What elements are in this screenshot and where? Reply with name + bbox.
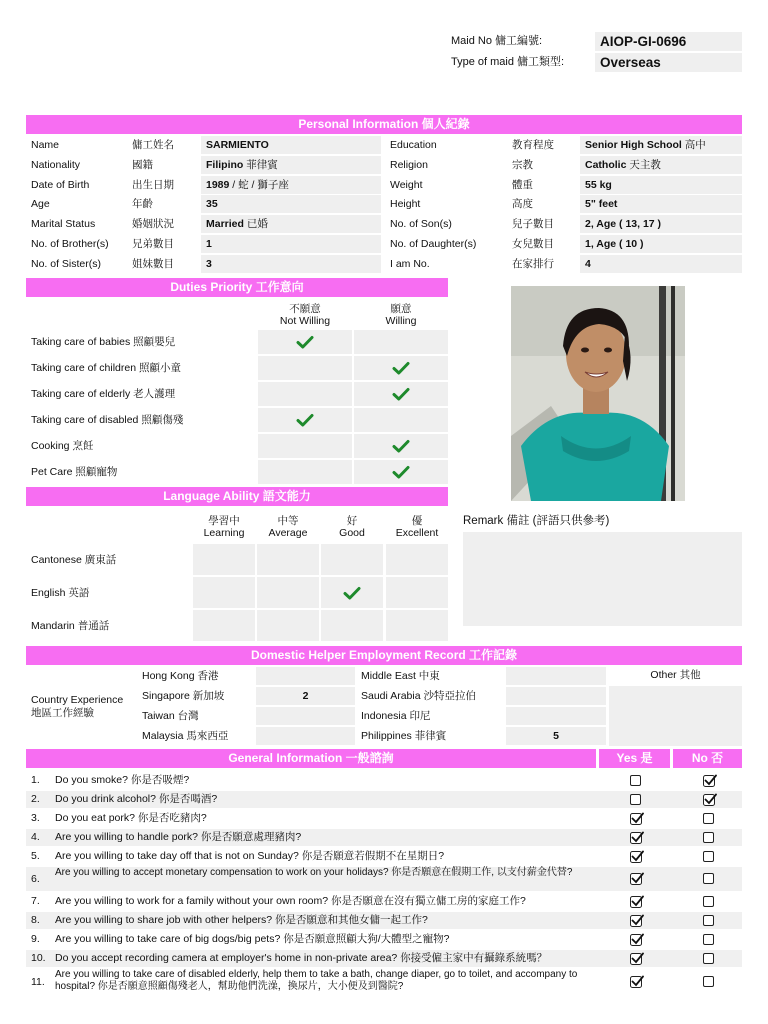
- personal-value: [585, 198, 617, 211]
- duty-not-willing-cell: [258, 382, 352, 406]
- duty-willing-cell: [354, 408, 448, 432]
- country-experience-zh: 地區工作經驗: [31, 707, 94, 719]
- remark-label: Remark 備註 (評語只供參考): [463, 515, 610, 527]
- general-question: Are you willing to work for a family without your own room? 你是否願意在沒有獨立傭工房的家庭工作?: [55, 895, 526, 907]
- personal-label-zh: 傭工姓名: [132, 139, 174, 151]
- general-row-number: 4.: [31, 831, 40, 843]
- duty-not-willing-cell: [258, 434, 352, 458]
- duty-label: Pet Care 照顧寵物: [31, 466, 118, 478]
- personal-value-suffix: / 蛇 / 獅子座: [229, 178, 289, 191]
- language-level-cell: [257, 610, 319, 641]
- personal-value: [585, 159, 661, 172]
- personal-label-en: No. of Sister(s): [31, 257, 102, 270]
- duty-check-icon: [392, 387, 410, 401]
- willing-heading: [354, 303, 448, 327]
- personal-value: [585, 179, 612, 192]
- personal-label-en: Name: [31, 139, 60, 151]
- general-question: Do you accept recording camera at employer's home in non-private area? 你接受僱主家中有攝錄系統嗎？: [55, 952, 548, 964]
- personal-label-zh: 高度: [512, 198, 533, 211]
- general-question: Are you willing to take day off that is not on Sunday? 你是否願意若假期不在星期日?: [55, 850, 445, 862]
- yes-empty-box-icon: [630, 794, 641, 805]
- personal-label-en: Religion: [390, 158, 428, 171]
- personal-label-en: Marital Status: [31, 218, 96, 231]
- language-level-heading: [321, 515, 383, 539]
- personal-label-zh: 兄弟數目: [132, 238, 174, 250]
- language-check-icon: [343, 586, 361, 600]
- personal-value: [206, 159, 278, 172]
- duty-label: Taking care of disabled 照顧傷殘: [31, 414, 184, 426]
- language-level-zh: 學習中: [208, 515, 240, 527]
- personal-label-zh: 兒子數目: [512, 218, 554, 231]
- personal-value-cell: [201, 235, 381, 253]
- personal-value-main: 1989: [206, 178, 230, 191]
- country-name: Singapore 新加坡: [142, 690, 225, 702]
- personal-value-main: 1: [206, 238, 212, 250]
- country-value: 5: [553, 730, 559, 742]
- no-empty-box-icon: [703, 896, 714, 907]
- personal-value-main: Catholic: [585, 158, 627, 171]
- general-question: Do you eat pork? 你是否吃豬肉?: [55, 812, 207, 824]
- personal-label-zh: 姐妹數目: [132, 257, 174, 270]
- language-level-heading: [386, 515, 448, 539]
- country-value-cell: [506, 667, 606, 685]
- personal-value: [585, 139, 706, 152]
- maid-type-value: Overseas: [600, 55, 661, 70]
- personal-value: [206, 258, 212, 271]
- general-row-number: 9.: [31, 933, 40, 945]
- personal-value: [206, 139, 269, 152]
- personal-label-en: Age: [31, 198, 50, 211]
- other-value-cell: [609, 686, 742, 746]
- no-empty-box-icon: [703, 915, 714, 926]
- not-willing-zh: 不願意: [289, 303, 321, 315]
- yes-checked-box-icon: [630, 975, 644, 988]
- personal-info-header: Personal Information 個人紀錄: [26, 115, 742, 134]
- maid-type-label: Type of maid 傭工類型:: [451, 56, 565, 68]
- personal-label-en: I am No.: [390, 257, 430, 270]
- general-row-number: 7.: [31, 895, 40, 907]
- willing-zh: 願意: [390, 303, 412, 315]
- general-row-number: 8.: [31, 914, 40, 926]
- language-header: Language Ability 語文能力: [26, 487, 448, 506]
- personal-label-zh: 教育程度: [512, 139, 554, 151]
- language-level-cell: [386, 577, 448, 608]
- personal-value-main: Married: [206, 218, 244, 231]
- duty-check-icon: [392, 361, 410, 375]
- language-level-cell: [257, 577, 319, 608]
- personal-value: [206, 198, 218, 211]
- language-level-en: Average: [268, 527, 308, 539]
- personal-label-zh: 在家排行: [512, 257, 554, 270]
- general-row-number: 11.: [31, 975, 45, 988]
- general-row-number: 2.: [31, 793, 40, 805]
- no-empty-box-icon: [703, 873, 714, 884]
- personal-value-main: 55 kg: [585, 178, 612, 191]
- personal-value: [206, 218, 268, 231]
- personal-value: [206, 238, 212, 251]
- yes-checked-box-icon: [630, 812, 644, 825]
- personal-value-suffix: 菲律賓: [243, 158, 278, 171]
- duty-check-icon: [392, 465, 410, 479]
- yes-checked-box-icon: [630, 914, 644, 927]
- maid-no-label: Maid No 傭工編號:: [451, 35, 543, 47]
- personal-label-en: No. of Son(s): [390, 218, 452, 231]
- personal-value-main: Filipino: [206, 158, 244, 171]
- country-name: Hong Kong 香港: [142, 670, 219, 682]
- personal-label-en: Height: [390, 198, 421, 211]
- personal-label-zh: 年齡: [132, 198, 153, 211]
- personal-label-en: Nationality: [31, 158, 81, 171]
- yes-checked-box-icon: [630, 850, 644, 863]
- country-name: Middle East 中東: [361, 670, 440, 682]
- personal-label-zh: 國籍: [132, 158, 153, 171]
- duty-check-icon: [392, 439, 410, 453]
- duty-check-icon: [296, 413, 314, 427]
- no-checked-box-icon: [703, 774, 717, 787]
- country-value-cell: [506, 707, 606, 725]
- country-name: Philippines 菲律賓: [361, 730, 447, 742]
- no-checked-box-icon: [703, 793, 717, 806]
- general-row-number: 6.: [31, 872, 40, 885]
- language-level-en: Good: [339, 527, 365, 539]
- personal-value-suffix: 已婚: [243, 218, 268, 231]
- country-name: Taiwan 台灣: [142, 710, 199, 722]
- country-value-cell: [256, 727, 355, 745]
- personal-value-cell: [201, 255, 381, 273]
- language-level-cell: [193, 544, 255, 575]
- personal-label-zh: 宗教: [512, 158, 533, 171]
- general-row-number: 3.: [31, 812, 40, 824]
- general-question: Are you willing to share job with other helpers? 你是否願意和其他女傭一起工作?: [55, 914, 428, 926]
- general-question: Are you willing to accept monetary compensation to work on your holidays? 你是否願意在假期工作, 以支付薪金代替?: [55, 867, 573, 878]
- duty-not-willing-cell: [258, 460, 352, 484]
- language-level-zh: 優: [411, 515, 423, 527]
- personal-value-suffix: 天主教: [626, 158, 661, 171]
- maid-photo: [511, 286, 685, 501]
- language-level-cell: [321, 610, 383, 641]
- general-question: Are you willing to handle pork? 你是否願意處理豬肉?: [55, 831, 302, 843]
- language-level-zh: 好: [346, 515, 358, 527]
- duty-label: Taking care of elderly 老人護理: [31, 388, 176, 400]
- no-empty-box-icon: [703, 832, 714, 843]
- personal-value-suffix: 高中: [681, 139, 706, 151]
- not-willing-en: Not Willing: [279, 315, 331, 327]
- personal-value-main: Senior High School: [585, 139, 682, 151]
- personal-value-main: 5" feet: [585, 198, 618, 211]
- general-question: Do you drink alcohol? 你是否喝酒?: [55, 793, 218, 805]
- language-level-cell: [193, 610, 255, 641]
- duty-label: Cooking 烹飪: [31, 440, 94, 452]
- maid-no-value: AIOP-GI-0696: [600, 34, 687, 49]
- country-name: Saudi Arabia 沙特亞拉伯: [361, 690, 476, 702]
- personal-value-main: SARMIENTO: [206, 139, 269, 151]
- duties-header: Duties Priority 工作意向: [26, 278, 448, 297]
- no-empty-box-icon: [703, 813, 714, 824]
- yes-checked-box-icon: [630, 872, 644, 885]
- general-header: General Information 一般諮詢: [26, 749, 596, 768]
- country-value: 2: [302, 690, 309, 702]
- yes-checked-box-icon: [630, 933, 644, 946]
- personal-value-main: 2, Age ( 13, 17 ): [585, 218, 662, 231]
- language-level-cell: [257, 544, 319, 575]
- personal-value: [585, 258, 591, 271]
- personal-value-main: 35: [206, 198, 218, 211]
- personal-value-main: 1, Age ( 10 ): [585, 238, 644, 250]
- personal-label-zh: 婚姻狀況: [132, 218, 174, 231]
- general-row-number: 10.: [31, 952, 46, 964]
- duty-check-icon: [296, 335, 314, 349]
- language-level-zh: 中等: [277, 515, 299, 527]
- yes-checked-box-icon: [630, 895, 644, 908]
- language-level-cell: [193, 577, 255, 608]
- personal-label-zh: 女兒數目: [512, 238, 554, 250]
- language-level-en: Excellent: [395, 527, 439, 539]
- personal-label-en: Weight: [390, 178, 423, 191]
- general-question: Do you smoke? 你是否吸煙?: [55, 774, 190, 786]
- yes-checked-box-icon: [630, 831, 644, 844]
- duty-not-willing-cell: [258, 356, 352, 380]
- language-label: English 英語: [31, 587, 90, 599]
- country-experience-en: Country Experience: [31, 694, 124, 706]
- language-level-heading: [193, 515, 255, 539]
- personal-value-cell: [580, 255, 742, 273]
- general-row-number: 1.: [31, 774, 40, 786]
- country-experience-label: [31, 694, 123, 720]
- no-empty-box-icon: [703, 851, 714, 862]
- language-level-heading: [257, 515, 319, 539]
- duty-label: Taking care of children 照顧小童: [31, 362, 181, 374]
- general-row-number: 5.: [31, 850, 40, 862]
- personal-value: [585, 238, 644, 251]
- yes-checked-box-icon: [630, 952, 644, 965]
- personal-value-main: 3: [206, 257, 212, 270]
- country-value-cell: [256, 707, 355, 725]
- other-label: Other 其他: [650, 669, 701, 681]
- personal-value: [206, 179, 289, 192]
- willing-en: Willing: [385, 315, 417, 327]
- general-question: Are you willing to take care of big dogs/big pets? 你是否願意照顧大狗/大體型之寵物?: [55, 933, 450, 945]
- duty-label: Taking care of babies 照顧嬰兒: [31, 336, 176, 348]
- general-question: Are you willing to take care of disabled elderly, help them to take a bath, change diaper, go to toilet, and accompany to hospital? 你是否願意照顧傷殘老人，幫助他們洗澡，換尿片，大小便及到醫院?: [55, 969, 578, 992]
- employment-header: Domestic Helper Employment Record 工作記錄: [26, 646, 742, 665]
- country-value-cell: [256, 667, 355, 685]
- remark-box: [463, 532, 742, 626]
- language-level-en: Learning: [203, 527, 245, 539]
- personal-value-main: 4: [585, 257, 591, 270]
- personal-value: [585, 218, 661, 231]
- personal-label-en: Date of Birth: [31, 178, 90, 191]
- yes-empty-box-icon: [630, 775, 641, 786]
- personal-label-zh: 出生日期: [132, 178, 174, 191]
- duty-willing-cell: [354, 330, 448, 354]
- language-label: Mandarin 普通話: [31, 620, 110, 632]
- personal-label-en: No. of Daughter(s): [390, 238, 477, 250]
- language-level-cell: [386, 610, 448, 641]
- no-empty-box-icon: [703, 976, 714, 987]
- language-label: Cantonese 廣東話: [31, 554, 117, 566]
- language-level-cell: [386, 544, 448, 575]
- personal-value-cell: [201, 195, 381, 213]
- personal-label-en: No. of Brother(s): [31, 238, 109, 250]
- personal-label-zh: 體重: [512, 178, 533, 191]
- not-willing-heading: [258, 303, 352, 327]
- country-name: Malaysia 馬來西亞: [142, 730, 229, 742]
- personal-label-en: Education: [390, 139, 437, 151]
- no-empty-box-icon: [703, 934, 714, 945]
- country-name: Indonesia 印尼: [361, 710, 431, 722]
- language-level-cell: [321, 544, 383, 575]
- yes-header: Yes 是: [599, 749, 670, 768]
- no-empty-box-icon: [703, 953, 714, 964]
- no-header: No 否: [673, 749, 742, 768]
- country-value-cell: [506, 687, 606, 705]
